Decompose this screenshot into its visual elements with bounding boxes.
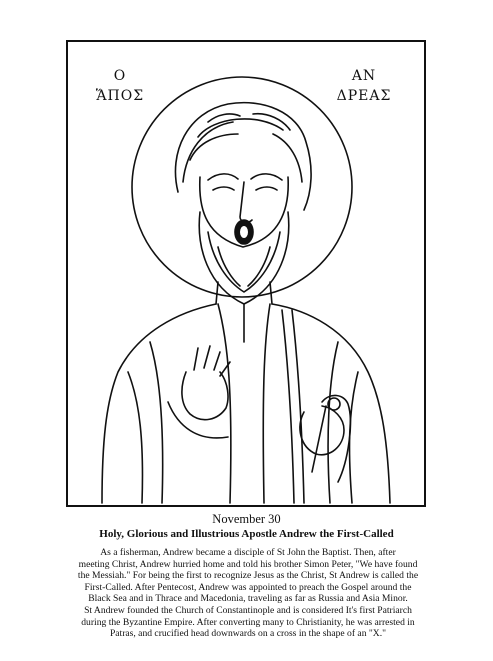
bio-line: Black Sea and in Thrace and Macedonia, traveling as far as Russia and Asia Minor. xyxy=(88,593,408,605)
inscription-left-line-1: Ο xyxy=(113,68,127,84)
bio-line: First-Called. After Pentecost, Andrew was appointed to preach the Gospel around the xyxy=(84,581,412,593)
chiton-fold-lines xyxy=(128,342,358,503)
inscription-left-line-2: ἍΠΟΣ xyxy=(95,88,145,104)
neck xyxy=(216,282,272,304)
halo xyxy=(132,77,352,297)
bio-line: meeting Christ, Andrew hurried home and told his brother Simon Peter, "We have found xyxy=(78,558,418,570)
bio-line: the Messiah." For being the first to recognize Jesus as the Christ, St Andrew is called the xyxy=(77,570,419,582)
bio-line: As a fisherman, Andrew became a disciple of St John the Baptist. Then, after xyxy=(100,547,396,558)
himation-left xyxy=(102,304,216,503)
eyebrows xyxy=(208,174,282,180)
apostle-andrew-icon-illustration xyxy=(68,42,424,505)
saint-title: Holy, Glorious and Illustrious Apostle Andrew the First-Called xyxy=(99,528,394,540)
scroll-hand xyxy=(300,406,344,455)
clavus-stripe xyxy=(282,310,304,503)
icon-frame xyxy=(66,40,426,507)
feast-date: November 30 xyxy=(212,512,281,526)
inscription-right-line-1: ΑΝ xyxy=(351,68,377,84)
blessing-hand xyxy=(182,346,230,420)
sleeve xyxy=(168,402,228,438)
inscription-right-line-2: ΔΡΕΑΣ xyxy=(336,88,392,104)
saint-biography xyxy=(58,547,438,640)
bio-line: Patras, and crucified head downwards on a cross in the shape of an "X." xyxy=(109,628,387,640)
bio-line: St Andrew founded the Church of Constantinople and is considered It's first Patriarch xyxy=(84,604,412,616)
chest-garment xyxy=(218,304,270,503)
nose xyxy=(240,182,252,222)
eyes xyxy=(213,187,277,190)
bio-line: during the Byzantine Empire. After converting many to Christianity, he was arrested in xyxy=(81,616,415,628)
